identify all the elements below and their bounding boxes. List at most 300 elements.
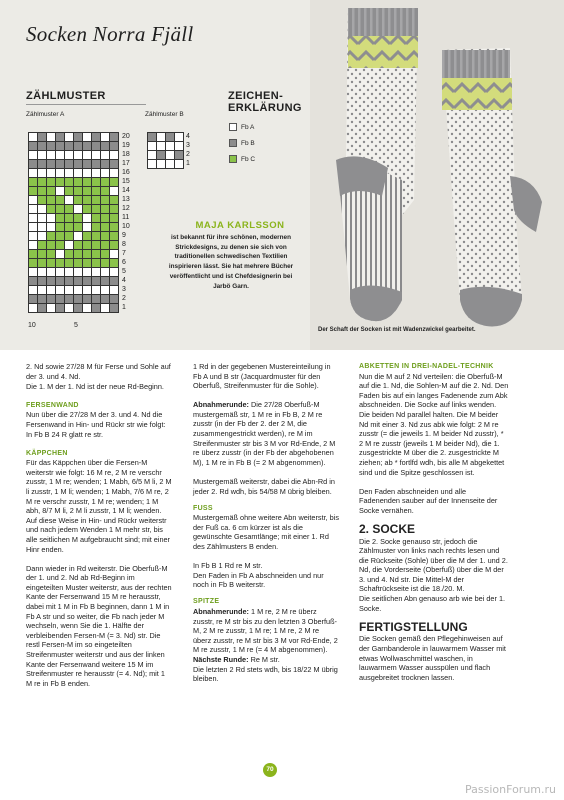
row-number: 2	[186, 151, 190, 158]
chart-cell	[83, 241, 92, 250]
chart-cell	[92, 286, 101, 295]
chart-cell	[65, 169, 74, 178]
text-column-2	[193, 362, 339, 693]
chart-cell	[29, 277, 38, 286]
col1-p6: Auf diese Weise in Hin- und Rückr weiterstr und nach jedem Wenden 1 M mehr str, bis alle seitlichen M aufgebraucht sind; mit einer Hinr enden.	[26, 515, 170, 554]
chart-cell	[92, 205, 101, 214]
col2-abnahme-label: Abnahmerunde:	[193, 400, 249, 410]
chart-cell	[56, 169, 65, 178]
row-number: 20	[122, 133, 130, 140]
legend-heading	[228, 90, 302, 114]
chart-cell	[157, 160, 166, 169]
chart-cell	[101, 304, 110, 313]
chart-cell	[65, 160, 74, 169]
chart-cell	[175, 151, 184, 160]
chart-cell	[83, 295, 92, 304]
chart-cell	[56, 133, 65, 142]
chart-cell	[83, 223, 92, 232]
chart-heading: ZÄHLMUSTER	[26, 90, 106, 102]
chart-cell	[74, 268, 83, 277]
chart-cell	[83, 133, 92, 142]
chart-cell	[74, 295, 83, 304]
row-number: 5	[122, 268, 126, 275]
chart-cell	[83, 187, 92, 196]
chart-cell	[47, 304, 56, 313]
chart-cell	[92, 268, 101, 277]
chart-cell	[74, 259, 83, 268]
chart-cell	[166, 142, 175, 151]
photo-caption: Der Schaft der Socken ist mit Wadenzwickel gearbeitet.	[318, 327, 476, 333]
chart-a-row-numbers	[122, 132, 130, 312]
chart-cell	[74, 232, 83, 241]
chart-cell	[56, 151, 65, 160]
chart-cell	[101, 214, 110, 223]
chart-cell	[83, 169, 92, 178]
designer-bio: ist bekannt für ihre schönen, modernen Strickdesigns, zu denen sie sich von traditionellen schwedischen Textilien inspirieren lässt. Sie hat mehrere Bücher veröffentlicht und ist Chefdesignerin bei Jarbö Garn.	[168, 234, 294, 290]
chart-cell	[56, 295, 65, 304]
chart-cell	[65, 151, 74, 160]
chart-cell	[83, 304, 92, 313]
chart-cell	[92, 178, 101, 187]
chart-cell	[38, 196, 47, 205]
chart-cell	[29, 286, 38, 295]
chart-cell	[110, 295, 119, 304]
chart-cell	[101, 250, 110, 259]
chart-cell	[29, 304, 38, 313]
row-number: 12	[122, 205, 130, 212]
chart-cell	[38, 151, 47, 160]
legend-item-fb-a	[229, 123, 254, 131]
chart-cell	[29, 223, 38, 232]
chart-heading-rule	[26, 104, 146, 105]
chart-cell	[101, 277, 110, 286]
chart-cell	[148, 151, 157, 160]
text-column-1	[26, 362, 172, 698]
chart-cell	[56, 178, 65, 187]
chart-cell	[101, 160, 110, 169]
chart-cell	[83, 142, 92, 151]
chart-cell	[92, 169, 101, 178]
chart-cell	[38, 259, 47, 268]
chart-cell	[47, 268, 56, 277]
chart-cell	[148, 133, 157, 142]
chart-cell	[110, 133, 119, 142]
chart-cell	[56, 160, 65, 169]
chart-cell	[92, 214, 101, 223]
chart-cell	[110, 142, 119, 151]
chart-cell	[47, 277, 56, 286]
row-number: 8	[122, 241, 126, 248]
row-number: 14	[122, 187, 130, 194]
chart-cell	[157, 142, 166, 151]
chart-cell	[92, 142, 101, 151]
chart-cell	[110, 205, 119, 214]
col1-p4: In Fb B 24 R glatt re str.	[26, 429, 104, 439]
chart-cell	[83, 205, 92, 214]
chart-cell	[74, 133, 83, 142]
col2-p7-text: 1 M re, 2 M re überz zusstr, re M str bis zu den letzten 3 Oberfuß-M, 2 M re zusstr, 1 M re; 1 M re, 2 M re überz zusstr, re M str bis 3 M vor Rd-Ende, 2 M re zusstr, 1 M re (= 4 M abgenommen).	[193, 606, 338, 655]
chart-cell	[47, 241, 56, 250]
chart-cell	[65, 277, 74, 286]
chart-cell	[65, 232, 74, 241]
col3-p4: Die seitlichen Abn genauso arb wie bei der 1. Socke.	[359, 594, 506, 613]
chart-cell	[166, 160, 175, 169]
chart-cell	[47, 196, 56, 205]
chart-cell	[65, 286, 74, 295]
chart-cell	[157, 151, 166, 160]
legend-label-b: Fb B	[241, 139, 255, 147]
chart-cell	[101, 295, 110, 304]
chart-cell	[166, 151, 175, 160]
chart-cell	[65, 268, 74, 277]
chart-cell	[29, 214, 38, 223]
col3-p5: Die Socken gemäß den Pflegehinweisen auf der Garnbanderole in lauwarmem Wasser mit etwas Wollwaschmittel waschen, in lauwarmem Wasser ausspülen und flach ausgebreitet trocknen lassen.	[359, 634, 506, 682]
chart-cell	[29, 151, 38, 160]
chart-cell	[83, 196, 92, 205]
row-number: 18	[122, 151, 130, 158]
chart-cell	[65, 250, 74, 259]
col2-p3: Mustergemäß weiterstr, dabei die Abn-Rd in jeder 2. Rd wdh, bis 54/58 M übrig bleiben.	[193, 476, 335, 496]
chart-cell	[74, 277, 83, 286]
col2-p7	[193, 607, 339, 655]
col2-p4: Mustergemäß ohne weitere Abn weiterstr, bis der Fuß ca. 6 cm kürzer ist als die gewünschte Gesamtlänge; mit einer 1. Rd des Zählmusters B enden.	[193, 513, 340, 551]
chart-cell	[56, 304, 65, 313]
chart-cell	[29, 259, 38, 268]
chart-cell	[56, 142, 65, 151]
chart-cell	[65, 205, 74, 214]
chart-cell	[29, 250, 38, 259]
chart-cell	[101, 223, 110, 232]
col2-p1: 1 Rd in der gegebenen Mustereinteilung in Fb A und B str (Jacquardmuster für den Oberfuß, Streifenmuster für die Sohle).	[193, 362, 331, 391]
row-number: 4	[122, 277, 126, 284]
chart-cell	[29, 295, 38, 304]
chart-cell	[38, 187, 47, 196]
chart-cell	[65, 295, 74, 304]
chart-cell	[101, 286, 110, 295]
chart-cell	[56, 214, 65, 223]
legend-label-c: Fb C	[241, 155, 256, 163]
heading-kaeppchen: KÄPPCHEN	[26, 449, 68, 457]
col2-p6: Den Faden in Fb A abschneiden und nur noch in Fb B weiterstr.	[193, 570, 324, 590]
chart-cell	[110, 169, 119, 178]
chart-cell	[38, 214, 47, 223]
chart-cell	[38, 133, 47, 142]
chart-cell	[56, 277, 65, 286]
chart-cell	[65, 259, 74, 268]
chart-cell	[38, 241, 47, 250]
row-number: 3	[122, 286, 126, 293]
chart-cell	[47, 295, 56, 304]
chart-cell	[47, 259, 56, 268]
col2-p2	[193, 400, 339, 467]
chart-cell	[101, 169, 110, 178]
chart-b-row-numbers	[186, 132, 190, 168]
chart-cell	[74, 304, 83, 313]
chart-cell	[47, 214, 56, 223]
chart-cell	[65, 178, 74, 187]
chart-cell	[175, 160, 184, 169]
chart-cell	[101, 241, 110, 250]
chart-cell	[175, 142, 184, 151]
legend-heading-line1: ZEICHEN-	[228, 90, 284, 102]
chart-cell	[83, 259, 92, 268]
row-number: 3	[186, 142, 190, 149]
chart-cell	[110, 250, 119, 259]
chart-cell	[29, 160, 38, 169]
chart-cell	[29, 205, 38, 214]
chart-cell	[29, 169, 38, 178]
chart-cell	[74, 160, 83, 169]
chart-cell	[47, 151, 56, 160]
chart-cell	[65, 241, 74, 250]
chart-cell	[83, 178, 92, 187]
chart-cell	[83, 151, 92, 160]
col2-p9: Die letzten 2 Rd stets wdh, bis 18/22 M übrig bleiben.	[193, 664, 338, 684]
chart-cell	[74, 178, 83, 187]
chart-cell	[74, 187, 83, 196]
chart-cell	[56, 268, 65, 277]
chart-cell	[92, 160, 101, 169]
chart-b-grid	[147, 132, 184, 169]
chart-cell	[74, 250, 83, 259]
chart-cell	[74, 286, 83, 295]
legend-swatch-c	[229, 155, 237, 163]
chart-cell	[83, 286, 92, 295]
chart-cell	[101, 232, 110, 241]
top-panel	[0, 0, 564, 350]
col3-p1: Nun die M auf 2 Nd verteilen: die Oberfuß-M auf die 1. Nd, die Sohlen-M auf die 2. Nd. Den Faden bis auf ein langes Fadenende zum Abk abschneiden. Die Socke auf links wenden. Die beiden Nd parallel halten. Die M beider Nd mit einer 3. Nd zus abk wie folgt: 2 M re zusstr (= die jeweils 1. M beider Nd zusstr), * 2 M re zusstr (jeweils 1 M beider Nd), die 1. zusgestrickte M über die 2. zusgestrickte M ziehen; ab * fortlfd wdh, bis alle M abgekettet sind und die Spitze geschlossen ist.	[359, 371, 509, 477]
heading-spitze: SPITZE	[193, 598, 220, 606]
chart-cell	[38, 169, 47, 178]
chart-cell	[110, 151, 119, 160]
chart-cell	[29, 133, 38, 142]
chart-cell	[83, 232, 92, 241]
chart-cell	[74, 223, 83, 232]
chart-cell	[56, 232, 65, 241]
chart-cell	[38, 295, 47, 304]
chart-cell	[29, 187, 38, 196]
chart-cell	[101, 133, 110, 142]
chart-cell	[29, 241, 38, 250]
chart-cell	[110, 187, 119, 196]
col3-p3: Die 2. Socke genauso str, jedoch die Zählmuster von links nach rechts lesen und die Rückseite (Sohle) über die M der 1. und 2. Nd, die Vorderseite (Oberfuß) über die M der 3. und 4. Nd str. Die Mittel-M der Schaftrückseite ist die 18./20. M.	[359, 536, 508, 594]
chart-cell	[38, 268, 47, 277]
chart-cell	[92, 151, 101, 160]
chart-cell	[38, 304, 47, 313]
row-number: 15	[122, 178, 130, 185]
socks-illustration	[310, 0, 564, 350]
chart-cell	[148, 142, 157, 151]
chart-cell	[47, 133, 56, 142]
chart-cell	[110, 268, 119, 277]
watermark: PassionForum.ru	[465, 783, 556, 796]
chart-cell	[157, 133, 166, 142]
page-number: 70	[263, 763, 277, 777]
chart-cell	[74, 142, 83, 151]
col3-p2: Den Faden abschneiden und alle Fadenenden sauber auf der Innenseite der Socke vernähen.	[359, 486, 498, 515]
chart-cell	[110, 160, 119, 169]
chart-cell	[38, 277, 47, 286]
chart-cell	[110, 223, 119, 232]
chart-cell	[92, 187, 101, 196]
chart-cell	[56, 286, 65, 295]
legend-swatch-b	[229, 139, 237, 147]
chart-cell	[83, 250, 92, 259]
chart-cell	[47, 178, 56, 187]
chart-cell	[29, 232, 38, 241]
row-number: 16	[122, 169, 130, 176]
chart-cell	[74, 241, 83, 250]
chart-cell	[101, 187, 110, 196]
chart-cell	[56, 241, 65, 250]
chart-cell	[47, 187, 56, 196]
chart-cell	[83, 268, 92, 277]
chart-cell	[92, 250, 101, 259]
chart-cell	[29, 178, 38, 187]
chart-cell	[110, 232, 119, 241]
chart-a-label: Zählmuster A	[26, 111, 65, 118]
chart-cell	[175, 133, 184, 142]
chart-cell	[38, 178, 47, 187]
col1-p7: Dann wieder in Rd weiterstr. Die Oberfuß-M der 1. und 2. Nd ab Rd-Beginn im eingeteilten Muster weiterstr, aus der rechten Kante der Fersenwand 15 M re herausstr, dabei mit 1 M in Fb B beginnen, dann 1 M in Fb A str und so weiter, die Fb nach jeder M wechseln, wenn Sie die 1. Hälfte der verbleibenden Fersen-M (= 3. Nd) str. Die restl Fersen-M im so eingeteilten Streifenmuster weiterstr und aus der linken Kante der Fersenwand weitere 15 M im Streifenmuster re herausstr (= 4. Nd); mit 1 M re in Fb B enden.	[26, 563, 172, 688]
heading-fertigstellung: FERTIGSTELLUNG	[359, 619, 468, 634]
chart-cell	[65, 214, 74, 223]
chart-cell	[56, 250, 65, 259]
chart-cell	[92, 295, 101, 304]
col2-p8-text: Re M str.	[250, 654, 280, 664]
chart-cell	[110, 259, 119, 268]
row-number: 13	[122, 196, 130, 203]
chart-cell	[65, 304, 74, 313]
chart-cell	[74, 205, 83, 214]
chart-cell	[83, 277, 92, 286]
chart-cell	[74, 151, 83, 160]
chart-cell	[47, 169, 56, 178]
chart-cell	[29, 268, 38, 277]
heading-fersenwand: FERSENWAND	[26, 401, 79, 409]
chart-cell	[92, 196, 101, 205]
chart-cell	[65, 187, 74, 196]
socks-photo	[310, 0, 564, 350]
legend-item-fb-c	[229, 155, 255, 163]
row-number: 11	[122, 214, 130, 221]
chart-cell	[47, 232, 56, 241]
chart-cell	[101, 142, 110, 151]
chart-cell	[56, 205, 65, 214]
chart-cell	[56, 223, 65, 232]
chart-cell	[101, 259, 110, 268]
row-number: 19	[122, 142, 130, 149]
chart-cell	[110, 286, 119, 295]
row-number: 2	[122, 295, 126, 302]
chart-cell	[83, 160, 92, 169]
designer-name: MAJA KARLSSON	[195, 220, 285, 231]
chart-cell	[29, 142, 38, 151]
heading-fuss: FUSS	[193, 504, 213, 512]
chart-cell	[101, 151, 110, 160]
col2-p2-text: Die 27/28 Oberfuß-M mustergemäß str, 1 M re in Fb B, 2 M re zusstr (in der Fb der 2. der 2 M, die zusammengestrickt werden), re M im Streifenmuster str bis 3 M vor Rd-Ende, 2 M re überz zusstr (in der Fb der abgehobenen M), 1 M re in Fb B (= 2 M abgenommen).	[193, 400, 336, 467]
chart-cell	[110, 241, 119, 250]
col2-p5: In Fb B 1 Rd re M str.	[193, 561, 263, 571]
chart-cell	[38, 250, 47, 259]
row-number: 17	[122, 160, 130, 167]
row-number: 7	[122, 250, 126, 257]
chart-cell	[166, 133, 175, 142]
chart-a-col-5: 5	[74, 322, 78, 329]
chart-cell	[110, 214, 119, 223]
chart-cell	[101, 205, 110, 214]
chart-cell	[101, 196, 110, 205]
chart-cell	[47, 250, 56, 259]
row-number: 10	[122, 223, 130, 230]
chart-cell	[92, 304, 101, 313]
col1-p5: Für das Käppchen über die Fersen-M weiterstr wie folgt: 16 M re, 2 M re verschr zusstr, 1 M re; wenden; 1 Mabh, 6/5 M li, 2 M li zusstr, 1 M li; wenden; 1 Mabh, 7/6 M re, 2 M re verschr zusstr, 1 M re; wenden; 1 M abh, 8/7 M li, 2 M li zusstr, 1 M li; wenden.	[26, 458, 172, 516]
legend-swatch-a	[229, 123, 237, 131]
chart-cell	[74, 196, 83, 205]
chart-cell	[74, 214, 83, 223]
chart-a-grid	[28, 132, 119, 313]
chart-a-col-10: 10	[28, 322, 36, 329]
col1-p1: 2. Nd sowie 27/28 M für Ferse und Sohle auf der 3. und 4. Nd.	[26, 362, 171, 381]
legend-item-fb-b	[229, 139, 255, 147]
chart-cell	[110, 178, 119, 187]
chart-cell	[47, 286, 56, 295]
chart-cell	[74, 169, 83, 178]
chart-cell	[38, 223, 47, 232]
chart-cell	[92, 232, 101, 241]
chart-cell	[29, 196, 38, 205]
col1-p2: Die 1. M der 1. Nd ist der neue Rd-Beginn.	[26, 381, 164, 391]
chart-cell	[47, 223, 56, 232]
chart-cell	[56, 196, 65, 205]
chart-cell	[65, 142, 74, 151]
chart-cell	[92, 259, 101, 268]
chart-cell	[83, 214, 92, 223]
chart-cell	[56, 259, 65, 268]
row-number: 9	[122, 232, 126, 239]
chart-cell	[65, 223, 74, 232]
chart-cell	[110, 196, 119, 205]
chart-cell	[65, 133, 74, 142]
chart-cell	[110, 304, 119, 313]
chart-cell	[148, 160, 157, 169]
chart-cell	[65, 196, 74, 205]
col2-p8	[193, 655, 339, 665]
chart-cell	[92, 223, 101, 232]
chart-cell	[110, 277, 119, 286]
chart-cell	[38, 286, 47, 295]
chart-cell	[92, 133, 101, 142]
chart-cell	[56, 187, 65, 196]
chart-cell	[101, 178, 110, 187]
chart-b-label: Zählmuster B	[145, 111, 184, 118]
chart-cell	[101, 268, 110, 277]
col1-p3: Nun über die 27/28 M der 3. und 4. Nd die Fersenwand in Hin- und Rückr str wie folgt:	[26, 410, 166, 429]
row-number: 4	[186, 133, 190, 140]
text-column-3	[359, 362, 509, 692]
legend-heading-line2: ERKLÄRUNG	[228, 102, 302, 114]
chart-cell	[92, 277, 101, 286]
heading-abketten: ABKETTEN IN DREI-NADEL-TECHNIK	[359, 363, 494, 370]
page-title: Socken Norra Fjäll	[26, 22, 194, 46]
row-number: 1	[186, 160, 190, 167]
chart-cell	[38, 160, 47, 169]
chart-cell	[38, 142, 47, 151]
chart-cell	[38, 205, 47, 214]
legend-label-a: Fb A	[241, 123, 255, 131]
col2-abnahme2-label: Abnahmerunde:	[193, 606, 249, 616]
chart-cell	[47, 142, 56, 151]
